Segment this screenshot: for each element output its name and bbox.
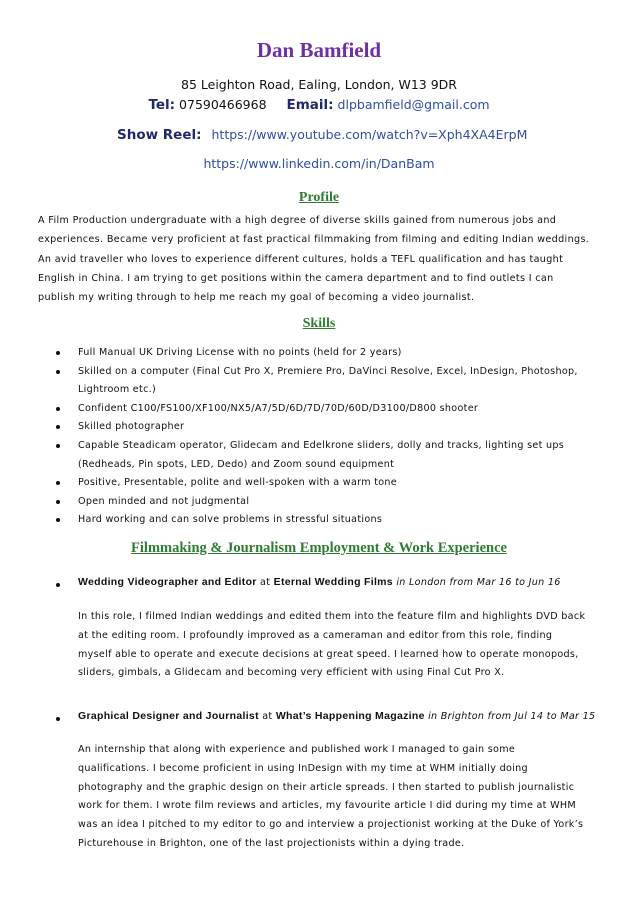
showreel-label: Show Reel: — [117, 127, 202, 143]
address-line: 85 Leighton Road, Ealing, London, W13 9DR — [181, 77, 457, 92]
bullet-icon — [56, 407, 60, 411]
profile-line: English in China. I am trying to get positions within the camera department and to find outlets I can — [38, 272, 554, 284]
bullet-icon — [56, 444, 60, 448]
tel-value: 07590466968 — [179, 97, 267, 112]
job-role: Graphical Designer and Journalist — [78, 710, 259, 722]
job-role: Wedding Videographer and Editor — [78, 576, 257, 588]
job-title-line: Graphical Designer and Journalist at What’s Happening Magazine in Brighton from Jul 14 to Mar 15 — [78, 710, 596, 722]
bullet-icon — [56, 425, 60, 429]
profile-line: A Film Production undergraduate with a high degree of diverse skills gained from numerous jobs and — [38, 215, 557, 226]
experience-heading: Filmmaking & Journalism Employment & Work Experience — [131, 540, 507, 556]
bullet-icon — [56, 500, 60, 504]
job-details: in Brighton from Jul 14 to Mar 15 — [428, 711, 596, 722]
list-item: Full Manual UK Driving License with no points (held for 2 years) — [48, 344, 608, 363]
showreel-link[interactable]: https://www.youtube.com/watch?v=Xph4XA4ErpM — [211, 127, 528, 142]
list-item: Confident C100/FS100/XF100/NX5/A7/5D/6D/7D/70D/60D/D3100/D800 shooter — [48, 400, 608, 419]
job-title-line: Wedding Videographer and Editor at Eternal Wedding Films in London from Mar 16 to Jun 16 — [78, 576, 561, 588]
skills-list — [48, 344, 608, 530]
job-description-2: An internship that along with experience and published work I managed to gain some qualifications. I become proficient in using InDesign with my time at WHM initially doing photography and the graphic design on their article spreads. I then started to publish journalistic work for them. I wrote film reviews and articles, my favourite article I did during my time at WHM was an idea I pitched to my editor to go and interview a projectionist working at the Duke of York’s Picturehouse in Brighton, one of the last projectionists within a dying trade. — [78, 744, 584, 849]
list-item: Skilled on a computer (Final Cut Pro X, Premiere Pro, DaVinci Resolve, Excel, InDesign, Photoshop, Lightroom etc.) — [48, 363, 608, 400]
list-item: Open minded and not judgmental — [48, 493, 608, 512]
linkedin-link[interactable]: https://www.linkedin.com/in/DanBam — [203, 156, 435, 171]
profile-line: experiences. Became very proficient at fast practical filmmaking from filming and editing Indian weddings. — [38, 234, 590, 246]
profile-line: An avid traveller who loves to experience different cultures, holds a TEFL qualification and has taught — [38, 253, 564, 265]
bullet-icon — [56, 583, 60, 587]
skills-heading: Skills — [302, 316, 336, 331]
job-entry-1 — [48, 576, 618, 588]
list-item: Hard working and can solve problems in stressful situations — [48, 511, 608, 530]
job-description-1: In this role, I filmed Indian weddings and edited them into the feature film and highlights DVD back at the editing room. I profoundly improved as a cameraman and editor from this role, finding myself able to operate and execute decisions at great speed. I learned how to operate monopods, sliders, gimbals, a Glidecam and becoming very efficient with using Final Cut Pro X. — [78, 611, 586, 679]
job-company: What’s Happening Magazine — [275, 710, 425, 722]
tel-label: Tel: — [148, 97, 176, 113]
list-item: Capable Steadicam operator, Glidecam and Edelkrone sliders, dolly and tracks, lighting set ups (Redheads, Pin spots, LED, Dedo) and Zoom sound equipment — [48, 437, 608, 474]
profile-line: publish my writing through to help me reach my goal of becoming a video journalist. — [38, 292, 475, 304]
candidate-name: Dan Bamfield — [256, 38, 382, 62]
job-details: in London from Mar 16 to Jun 16 — [396, 577, 561, 588]
bullet-icon — [56, 717, 60, 721]
contact-line — [0, 97, 638, 113]
bullet-icon — [56, 351, 60, 355]
bullet-icon — [56, 518, 60, 522]
showreel-line — [117, 127, 597, 143]
profile-heading: Profile — [298, 190, 340, 205]
bullet-icon — [56, 370, 60, 374]
email-link[interactable]: dlpbamfield@gmail.com — [337, 97, 490, 112]
job-entry-2 — [48, 710, 618, 722]
bullet-icon — [56, 481, 60, 485]
profile-text — [38, 211, 618, 307]
email-label: Email: — [286, 97, 334, 113]
linkedin-line — [0, 156, 638, 171]
job-company: Eternal Wedding Films — [273, 576, 393, 588]
list-item: Positive, Presentable, polite and well-spoken with a warm tone — [48, 474, 608, 493]
list-item: Skilled photographer — [48, 418, 608, 437]
